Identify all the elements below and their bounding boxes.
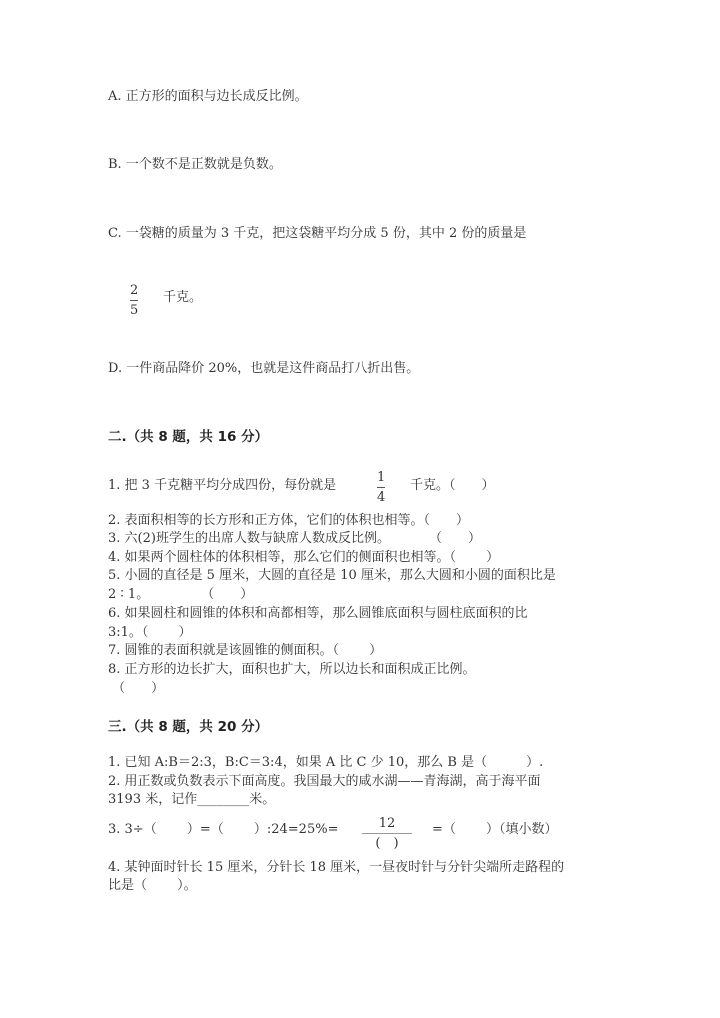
numerator: 1 [377, 470, 386, 485]
s3-question-1: 1. 已知 A:B＝2:3，B:C＝3:4，如果 A 比 C 少 10，那么 B 是（ ）. [108, 755, 544, 770]
s2-question-8: 8. 正方形的边长扩大，面积也扩大，所以边长和面积成正比例。 [108, 662, 476, 677]
s3-question-4: 4. 某钟面时针长 15 厘米，分针长 18 厘米，一昼夜时针与分针尖端所走路程的 [108, 860, 565, 875]
option-c-unit: 千克。 [163, 290, 203, 305]
s2-question-1: 1. 把 3 千克糖平均分成四份，每份就是 [108, 478, 337, 493]
section-2-heading: 二.（共 8 题，共 16 分） [108, 429, 269, 445]
s3-question-4-cont: 比是（ ）。 [108, 878, 197, 893]
s2-question-5-cont: 2 ∶ 1。 （ ） [108, 587, 254, 602]
s2-question-2: 2. 表面积相等的长方形和正方体，它们的体积也相等。（ ） [108, 513, 470, 528]
section-3-heading: 三.（共 8 题，共 20 分） [108, 719, 269, 735]
numerator: 12 [378, 816, 396, 831]
denominator: 5 [130, 303, 139, 318]
s2-question-1-tail: 千克。（ ） [410, 478, 495, 493]
fraction-one-quarter [377, 470, 385, 505]
option-a: A. 正方形的面积与边长成反比例。 [108, 89, 308, 104]
s2-question-7: 7. 圆锥的表面积就是该圆锥的侧面积。（ ） [108, 643, 383, 658]
s3-question-3-tail: =（ ）（填小数） [432, 822, 558, 837]
s2-question-5: 5. 小圆的直径是 5 厘米，大圆的直径是 10 厘米，那么大圆和小圆的面积比是 [108, 568, 556, 583]
s2-question-8-cont: （ ） [108, 681, 165, 696]
fraction-twelve-over-blank [362, 816, 412, 851]
numerator: 2 [130, 283, 139, 298]
option-d: D. 一件商品降价 20%，也就是这件商品打八折出售。 [108, 361, 420, 376]
option-b: B. 一个数不是正数就是负数。 [108, 157, 282, 172]
s2-question-4: 4. 如果两个圆柱体的体积相等，那么它们的侧面积也相等。（ ） [108, 550, 500, 565]
fraction-bar [130, 300, 138, 301]
fraction-two-fifths [130, 283, 138, 318]
s2-question-6-cont: 3:1。（ ） [108, 625, 192, 640]
s3-question-3: 3. 3÷（ ）=（ ）:24=25%= [108, 822, 339, 837]
s2-question-6: 6. 如果圆柱和圆锥的体积和高都相等，那么圆锥底面积与圆柱底面积的比 [108, 606, 528, 621]
denominator: ( ) [375, 836, 399, 851]
fraction-bar [377, 487, 385, 488]
s3-question-2-cont: 3193 米，记作________米。 [108, 792, 276, 807]
s3-question-2: 2. 用正数或负数表示下面高度。我国最大的咸水湖——青海湖，高于海平面 [108, 774, 541, 789]
option-c: C. 一袋糖的质量为 3 千克，把这袋糖平均分成 5 份，其中 2 份的质量是 [108, 226, 527, 241]
s2-question-3: 3. 六(2)班学生的出席人数与缺席人数成反比例。 （ ） [108, 531, 481, 546]
denominator: 4 [377, 490, 386, 505]
fraction-bar [362, 833, 412, 834]
